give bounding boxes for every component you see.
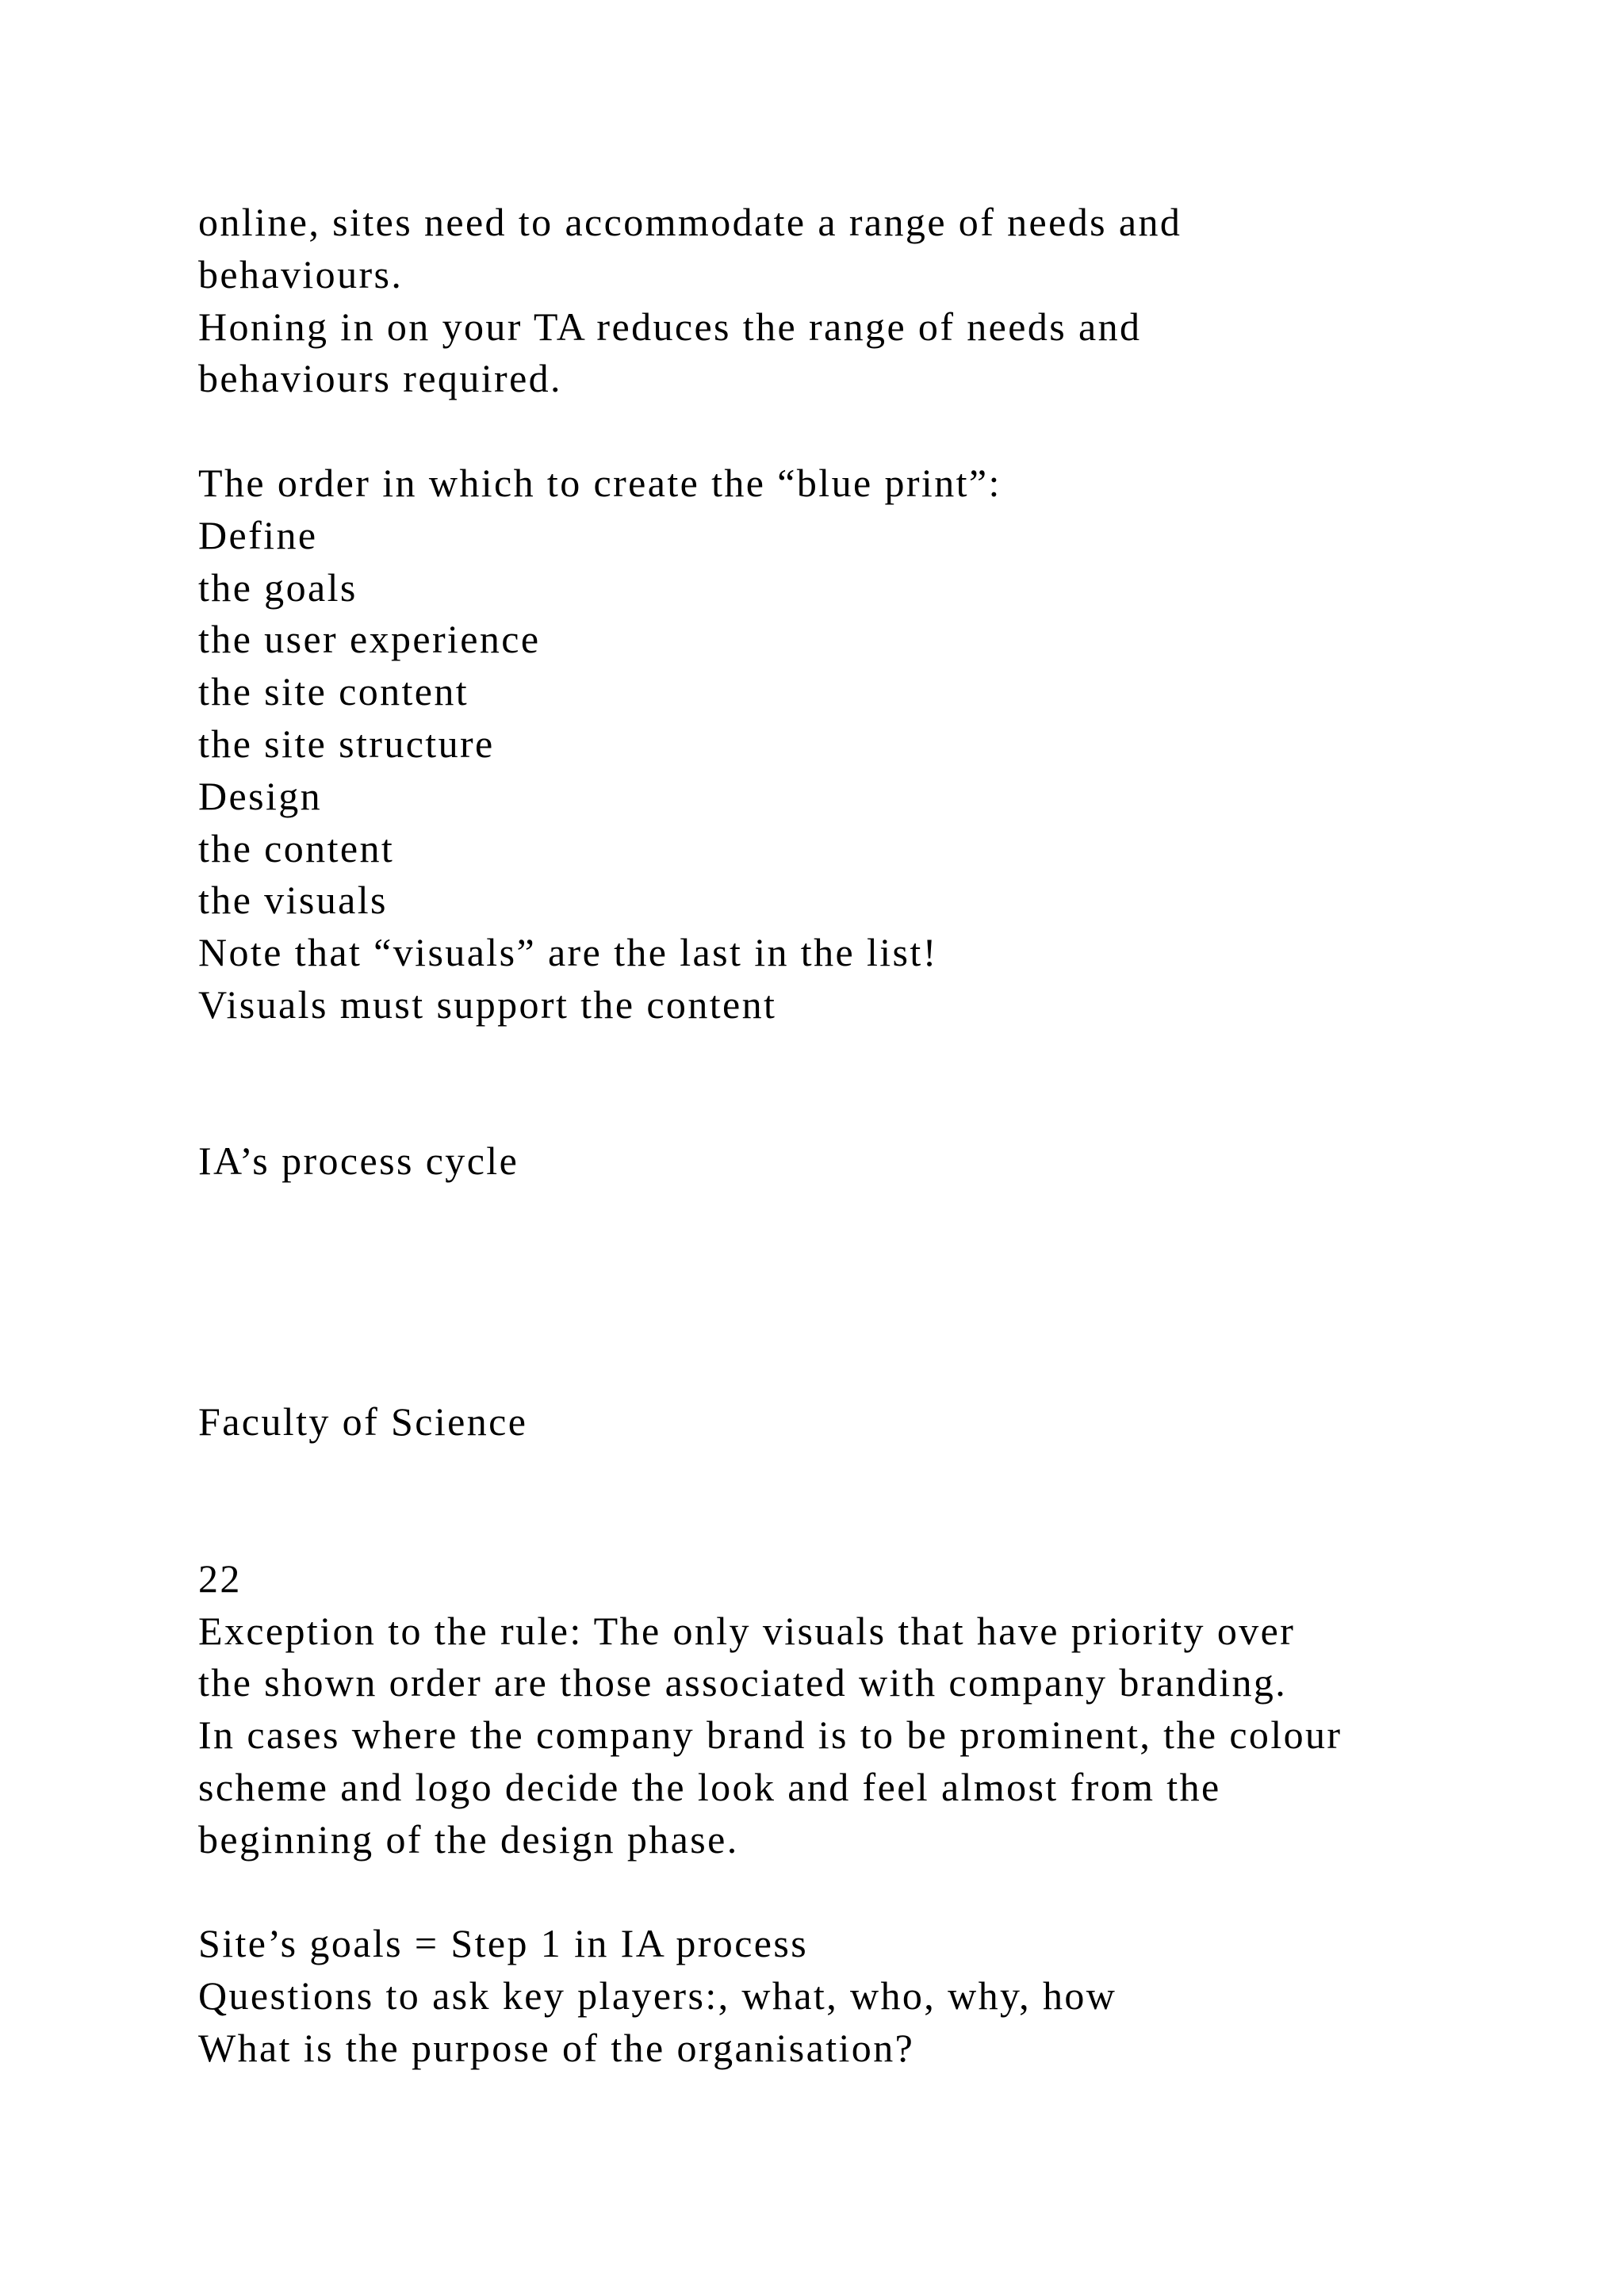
text-line: Exception to the rule: The only visuals that have priority over [198, 1608, 1296, 1653]
blank-line [198, 1866, 1546, 1919]
blank-line [198, 1240, 1546, 1292]
text-line: What is the purpose of the organisation? [198, 2025, 915, 2070]
text-line: Design [198, 773, 323, 818]
text-line: Visuals must support the content [198, 982, 777, 1027]
blank-line [198, 1292, 1546, 1345]
text-line: beginning of the design phase. [198, 1816, 739, 1862]
text-line: the shown order are those associated with company branding. [198, 1660, 1288, 1705]
text-line: behaviours. [198, 251, 404, 297]
text-line: Note that “visuals” are the last in the list! [198, 930, 938, 975]
text-line: Questions to ask key players:, what, who, why, how [198, 1973, 1117, 2019]
blank-line [198, 1031, 1546, 1084]
text-line: Faculty of Science [198, 1399, 528, 1445]
text-line: Define [198, 512, 318, 557]
text-line: the user experience [198, 617, 541, 662]
text-line: the site structure [198, 721, 495, 766]
text-line: the goals [198, 564, 358, 610]
text-line: scheme and logo decide the look and feel almost from the [198, 1764, 1221, 1809]
blank-line [198, 1345, 1546, 1397]
text-line: the content [198, 825, 395, 871]
blank-line [198, 405, 1546, 457]
text-line: IA’s process cycle [198, 1138, 519, 1184]
blank-line [198, 1084, 1546, 1136]
document-body [198, 197, 1546, 2075]
blank-line [198, 1501, 1546, 1553]
text-line: the visuals [198, 878, 388, 923]
text-line: the site content [198, 669, 469, 714]
blank-line [198, 1188, 1546, 1240]
text-line: In cases where the company brand is to be prominent, the colour [198, 1712, 1342, 1758]
text-line: behaviours required. [198, 356, 562, 401]
text-line: online, sites need to accommodate a range of needs and [198, 200, 1182, 244]
text-line: The order in which to create the “blue print”: [198, 460, 1002, 505]
blank-line [198, 1448, 1546, 1501]
page-number: 22 [198, 1556, 242, 1601]
text-line: Honing in on your TA reduces the range of needs and [198, 304, 1142, 349]
text-line: Site’s goals = Step 1 in IA process [198, 1921, 809, 1966]
